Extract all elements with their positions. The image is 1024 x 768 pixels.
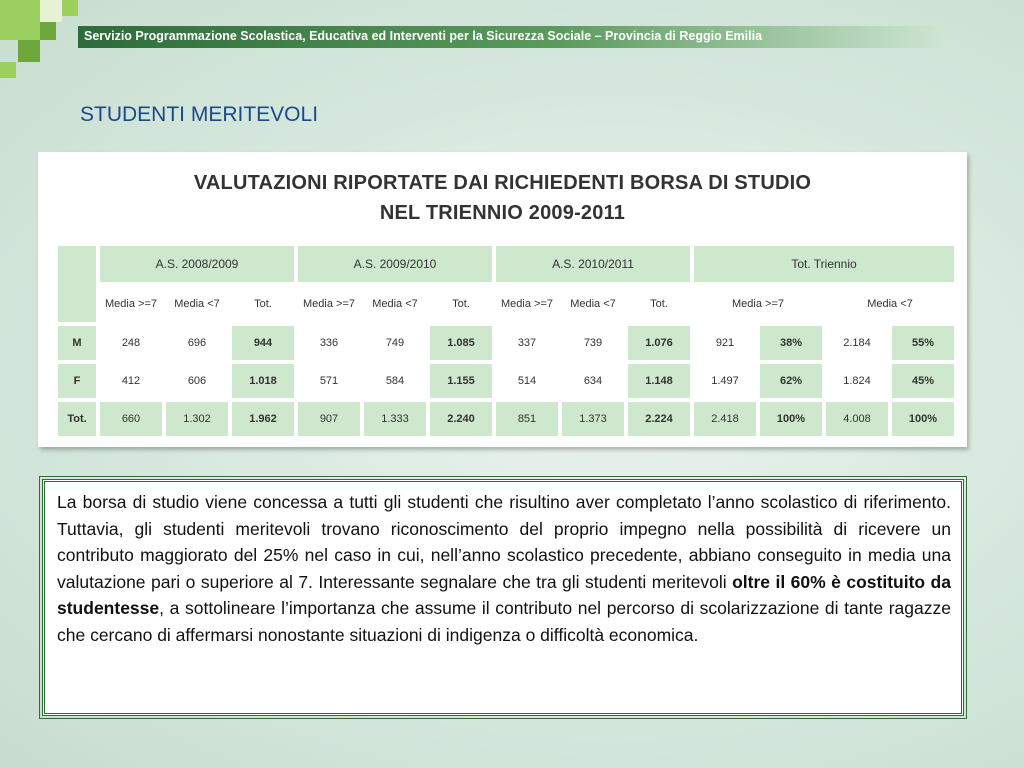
table-cell: 62%: [760, 364, 822, 398]
sub-header: Media <7: [826, 286, 954, 322]
decor-square: [40, 22, 56, 40]
table-cell: 1.302: [166, 402, 228, 436]
group-header: A.S. 2009/2010: [298, 246, 492, 282]
sub-header: Media >=7: [100, 286, 162, 322]
table-cell: 907: [298, 402, 360, 436]
body-text-part1: La borsa di studio viene concessa a tutti gli studenti che risultino aver completato l’anno scolastico di riferimento. Tuttavia, gli studenti meritevoli trovano riconoscimento del proprio impegno nella possibilità di ricevere un contributo maggiorato del 25% nel caso in cui, nell’anno scolastico precedente, abbiano conseguito in media una valutazione pari o superiore al 7. Interessante segnalare che tra gli studenti meritevoli: [57, 492, 951, 592]
table-cell: 55%: [892, 326, 954, 360]
body-paragraph: [57, 489, 951, 648]
header-text: Servizio Programmazione Scolastica, Educativa ed Interventi per la Sicurezza Sociale – Provincia di Reggio Emilia: [84, 29, 763, 43]
sub-header: Tot.: [232, 286, 294, 322]
decor-square: [0, 62, 16, 78]
table-cell: 749: [385, 337, 405, 349]
table-cell: 514: [517, 375, 537, 387]
table-cell: 100%: [760, 402, 822, 436]
sub-header: Media >=7: [496, 286, 558, 322]
sub-header: Media <7: [364, 286, 426, 322]
table-cell: 1.085: [430, 326, 492, 360]
table-row: [58, 364, 954, 398]
decor-square: [40, 0, 62, 22]
table-cell: 696: [187, 337, 207, 349]
row-label: M: [58, 326, 96, 360]
table-cell: 1.148: [628, 364, 690, 398]
group-header: Tot. Triennio: [694, 246, 954, 282]
sub-header: Tot.: [628, 286, 690, 322]
table-cell: 851: [496, 402, 558, 436]
table-cell: 336: [319, 337, 339, 349]
table-cell: 248: [121, 337, 141, 349]
table-cell: 1.018: [232, 364, 294, 398]
row-label: Tot.: [58, 402, 96, 436]
table-cell: 1.962: [232, 402, 294, 436]
table-cell: 45%: [892, 364, 954, 398]
group-header: A.S. 2010/2011: [496, 246, 690, 282]
table-cell: 606: [187, 375, 207, 387]
decor-square: [0, 0, 40, 40]
table-cell: 2.224: [628, 402, 690, 436]
page-title: STUDENTI MERITEVOLI: [80, 103, 319, 126]
table-cell: 944: [232, 326, 294, 360]
table-cell: 38%: [760, 326, 822, 360]
table-cell: 1.076: [628, 326, 690, 360]
table-title-line1: VALUTAZIONI RIPORTATE DAI RICHIEDENTI BORSA DI STUDIO: [193, 172, 812, 194]
table-row: [58, 402, 954, 436]
data-table: [54, 242, 958, 440]
sub-header: Media <7: [166, 286, 228, 322]
corner-cell: [58, 246, 96, 322]
body-text-part2: , a sottolineare l’importanza che assume il contributo nel percorso di scolarizzazione di tante ragazze che cercano di affermarsi nonostante situazioni di indigenza o difficoltà economica.: [57, 598, 951, 645]
sub-header: Media >=7: [694, 286, 822, 322]
table-cell: 337: [517, 337, 537, 349]
table-title-line2: NEL TRIENNIO 2009-2011: [379, 202, 626, 224]
table-cell: 2.240: [430, 402, 492, 436]
sub-header: Media >=7: [298, 286, 360, 322]
table-cell: 1.497: [711, 375, 739, 387]
table-cell: 1.155: [430, 364, 492, 398]
table-cell: 921: [715, 337, 735, 349]
table-cell: 571: [319, 375, 339, 387]
table-cell: 2.184: [843, 337, 871, 349]
table-panel: [38, 152, 967, 447]
table-cell: 584: [385, 375, 405, 387]
decor-square: [18, 40, 40, 62]
decor-square: [62, 0, 78, 16]
sub-header: Tot.: [430, 286, 492, 322]
table-cell: 412: [121, 375, 141, 387]
table-cell: 100%: [892, 402, 954, 436]
body-text-bold: oltre il 60% è costituito da studentesse: [57, 571, 951, 618]
table-row: [58, 326, 954, 360]
table-cell: 2.418: [694, 402, 756, 436]
sub-header: Media <7: [562, 286, 624, 322]
row-label: F: [58, 364, 96, 398]
table-cell: 1.333: [364, 402, 426, 436]
table-cell: 1.373: [562, 402, 624, 436]
table-cell: 634: [583, 375, 603, 387]
group-header: A.S. 2008/2009: [100, 246, 294, 282]
table-cell: 660: [100, 402, 162, 436]
text-box: [42, 479, 964, 716]
table-cell: 4.008: [826, 402, 888, 436]
table-cell: 1.824: [843, 375, 871, 387]
table-cell: 739: [583, 337, 603, 349]
